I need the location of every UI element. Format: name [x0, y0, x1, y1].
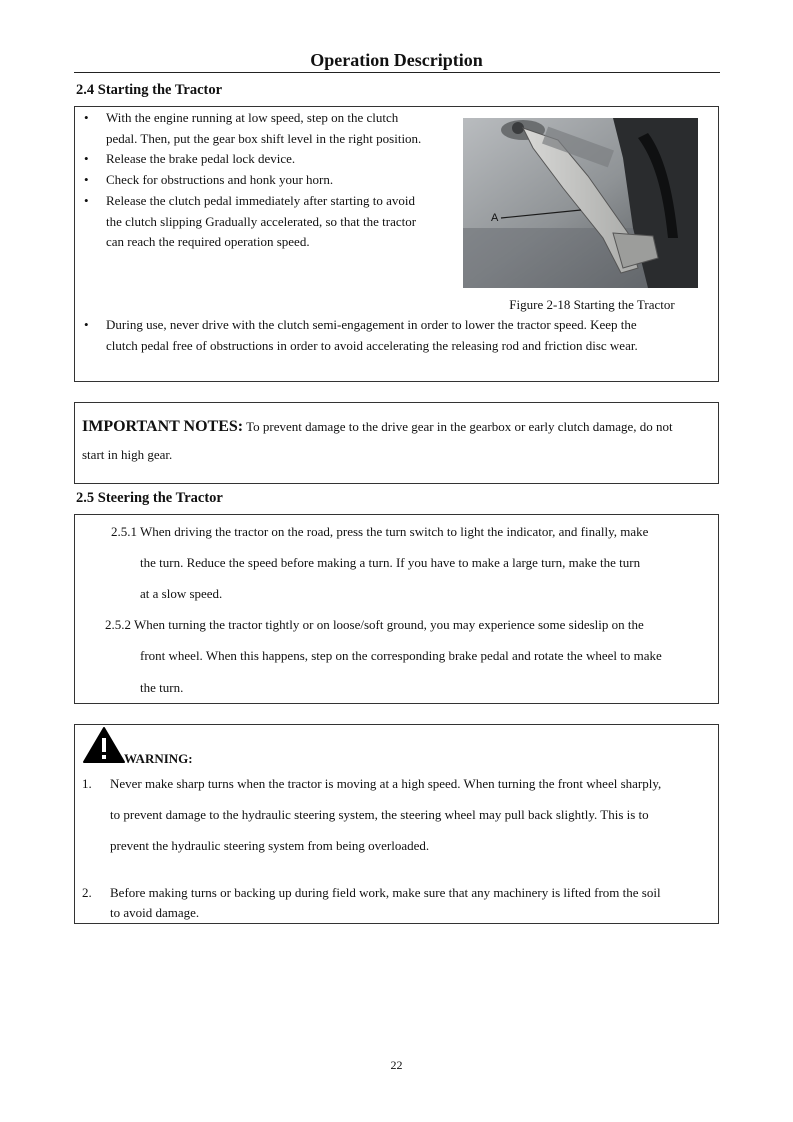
- warning-item-2-number: 2.: [82, 885, 92, 900]
- figure-callout-label: A: [491, 212, 499, 224]
- list-item: • Check for obstructions and honk your horn.: [76, 170, 461, 191]
- title-rule: [74, 72, 720, 73]
- list-item: • With the engine running at low speed, step on the clutch pedal. Then, put the gear box shift level in the right position.: [76, 108, 461, 149]
- section-heading-starting: 2.4 Starting the Tractor: [76, 82, 223, 98]
- clutch-pedal-photo: [463, 118, 698, 288]
- steering-item-1-line2: the turn. Reduce the speed before making a turn. If you have to make a large turn, make the turn: [140, 555, 641, 570]
- starting-bottom-bullet: [76, 315, 716, 356]
- figure-caption: Figure 2-18 Starting the Tractor: [509, 297, 675, 312]
- important-notes-text: IMPORTANT NOTES: To prevent damage to the drive gear in the gearbox or early clutch damage, do not start in high gear.: [82, 418, 673, 462]
- list-item: • Release the clutch pedal immediately after starting to avoid the clutch slipping Gradually accelerated, so that the tractor can reach the required operation speed.: [76, 191, 461, 253]
- warning-triangle-icon: [82, 726, 126, 764]
- starting-bullet-list: [76, 108, 461, 253]
- steering-item-2-line1: 2.5.2 When turning the tractor tightly or on loose/soft ground, you may experience some sideslip on the: [105, 617, 644, 632]
- warning-item-1-number: 1.: [82, 776, 92, 791]
- section-heading-steering: 2.5 Steering the Tractor: [76, 490, 223, 506]
- warning-label: WARNING:: [124, 751, 193, 766]
- steering-item-2-line3: the turn.: [140, 680, 184, 695]
- page-number: 22: [390, 1058, 403, 1072]
- steering-item-1-line1: 2.5.1 When driving the tractor on the road, press the turn switch to light the indicator, and finally, make: [111, 524, 649, 539]
- warning-item-2-line2: to avoid damage.: [110, 905, 200, 920]
- important-notes-label: IMPORTANT NOTES:: [82, 418, 244, 435]
- steering-item-1-line3: at a slow speed.: [140, 586, 223, 601]
- warning-item-1-line3: prevent the hydraulic steering system from being overloaded.: [110, 838, 430, 853]
- list-item: • Release the brake pedal lock device.: [76, 149, 461, 170]
- steering-item-2-line2: front wheel. When this happens, step on the corresponding brake pedal and rotate the wheel to make: [140, 648, 662, 663]
- warning-item-2-line1: Before making turns or backing up during field work, make sure that any machinery is lifted from the soil: [110, 885, 661, 900]
- warning-item-1-line1: Never make sharp turns when the tractor is moving at a high speed. When turning the front wheel sharply,: [110, 776, 662, 791]
- warning-item-1-line2: to prevent damage to the hydraulic steering system, the steering wheel may pull back slightly. This is to: [110, 807, 649, 822]
- list-item: • During use, never drive with the clutch semi-engagement in order to lower the tractor speed. Keep the clutch pedal free of obstructions in order to avoid accelerating the releasing rod and friction disc wear.: [76, 315, 716, 356]
- page-title: Operation Description: [310, 50, 483, 70]
